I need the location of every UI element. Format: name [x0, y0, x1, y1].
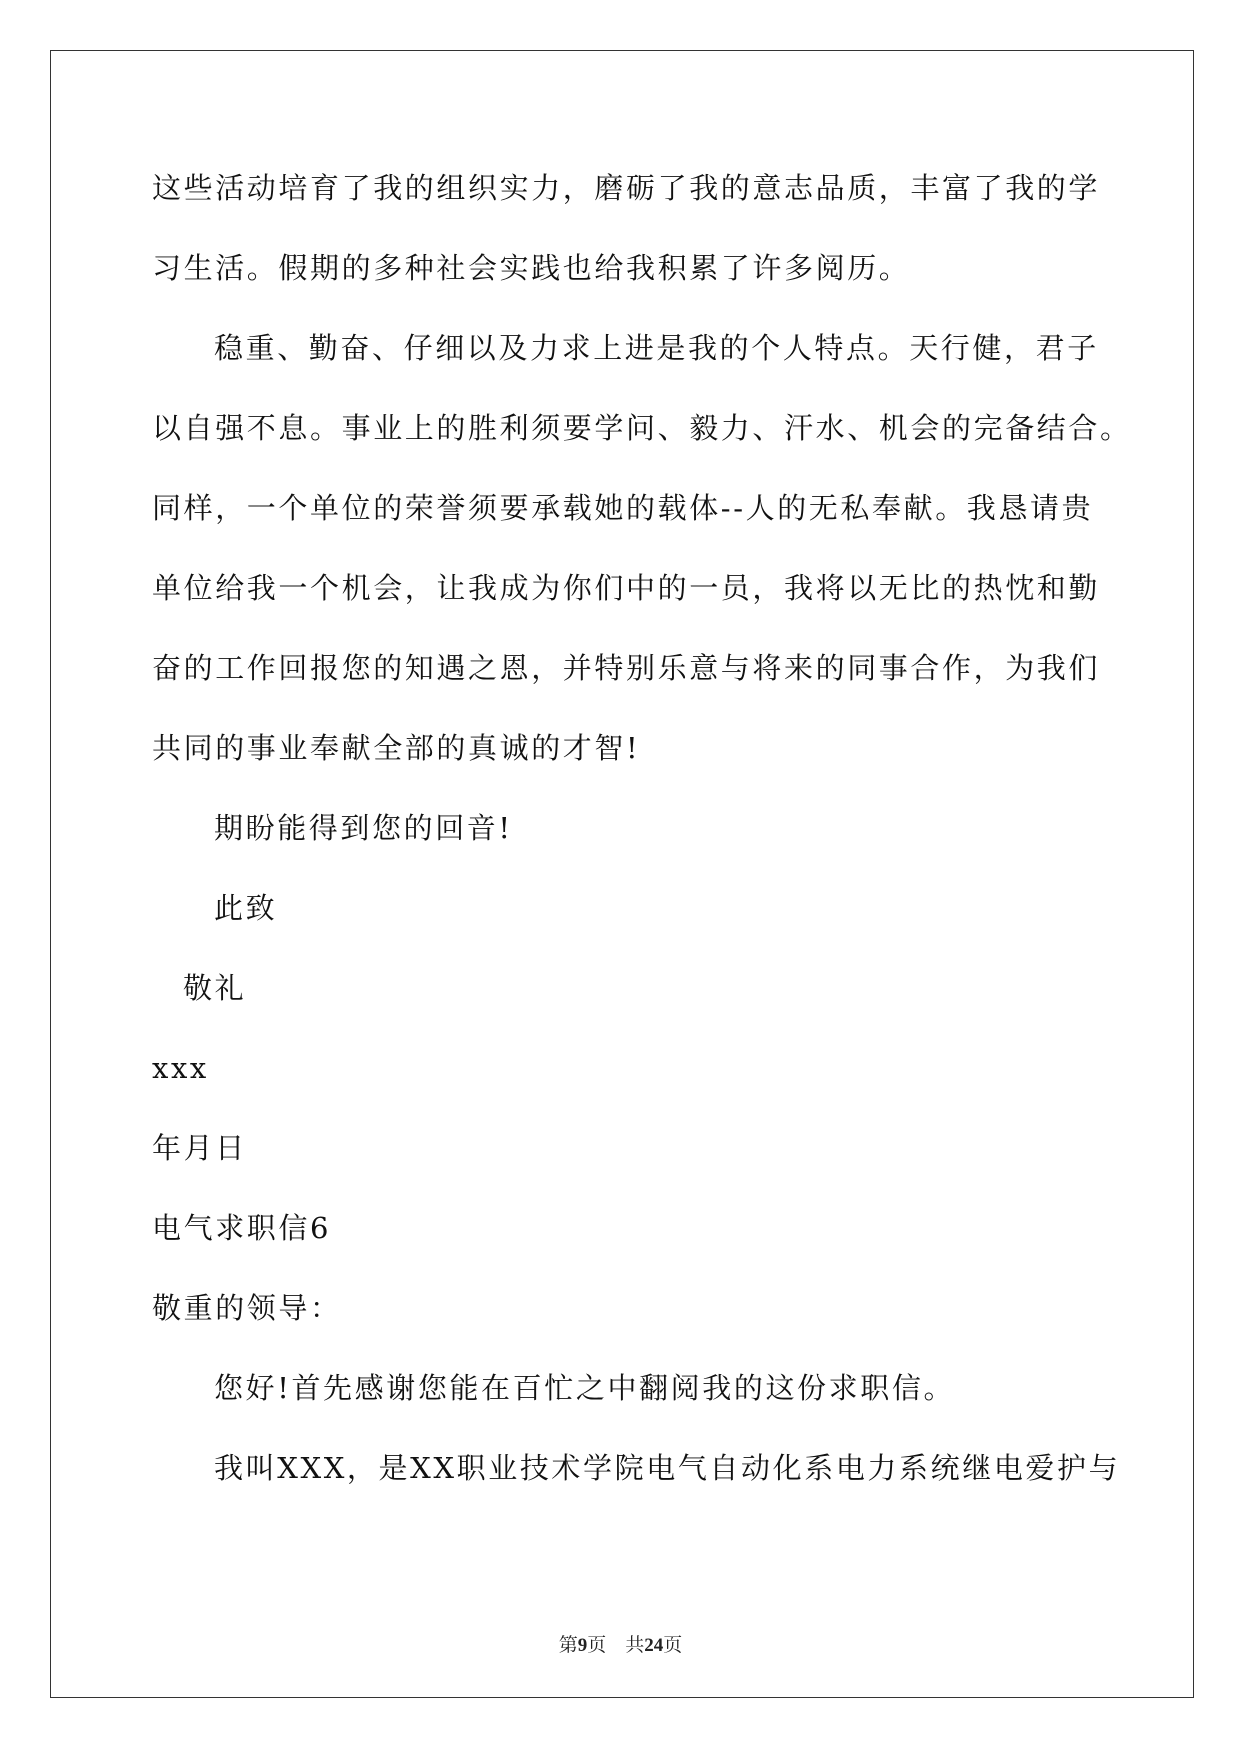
closing-salutation: 此致: [214, 891, 278, 925]
signature-name: xxx: [152, 1051, 209, 1085]
footer-total-pages: 24: [644, 1635, 664, 1656]
footer-total-suffix: 页: [663, 1635, 683, 1656]
footer-total-prefix: 共: [625, 1635, 645, 1656]
page-footer: [0, 1630, 1241, 1657]
text-line: 我叫XXX，是XX职业技术学院电气自动化系电力系统继电爱护与: [214, 1451, 1121, 1485]
footer-page-suffix: 页: [587, 1635, 607, 1656]
footer-prefix: 第: [558, 1635, 578, 1656]
text-line: 习生活。假期的多种社会实践也给我积累了许多阅历。: [152, 251, 911, 285]
footer-page-number: 9: [577, 1635, 588, 1656]
text-line: 共同的事业奉献全部的真诚的才智!: [152, 731, 641, 765]
closing-regards: 敬礼: [183, 971, 247, 1005]
greeting: 敬重的领导：: [152, 1291, 342, 1325]
text-line: 同样，一个单位的荣誉须要承载她的载体--人的无私奉献。我恳请贵: [152, 491, 1094, 525]
text-line: 稳重、勤奋、仔细以及力求上进是我的个人特点。天行健，君子: [214, 331, 1099, 365]
text-line: 期盼能得到您的回音!: [214, 811, 513, 845]
section-title: 电气求职信6: [152, 1211, 332, 1245]
text-line: 这些活动培育了我的组织实力，磨砺了我的意志品质，丰富了我的学: [152, 171, 1101, 205]
text-line: 以自强不息。事业上的胜利须要学问、毅力、汗水、机会的完备结合。: [152, 411, 1132, 445]
text-line: 奋的工作回报您的知遇之恩，并特别乐意与将来的同事合作，为我们: [152, 651, 1101, 685]
signature-date: 年月日: [152, 1131, 247, 1165]
text-line: 您好!首先感谢您能在百忙之中翻阅我的这份求职信。: [214, 1371, 956, 1405]
text-line: 单位给我一个机会，让我成为你们中的一员，我将以无比的热忱和勤: [152, 571, 1101, 605]
